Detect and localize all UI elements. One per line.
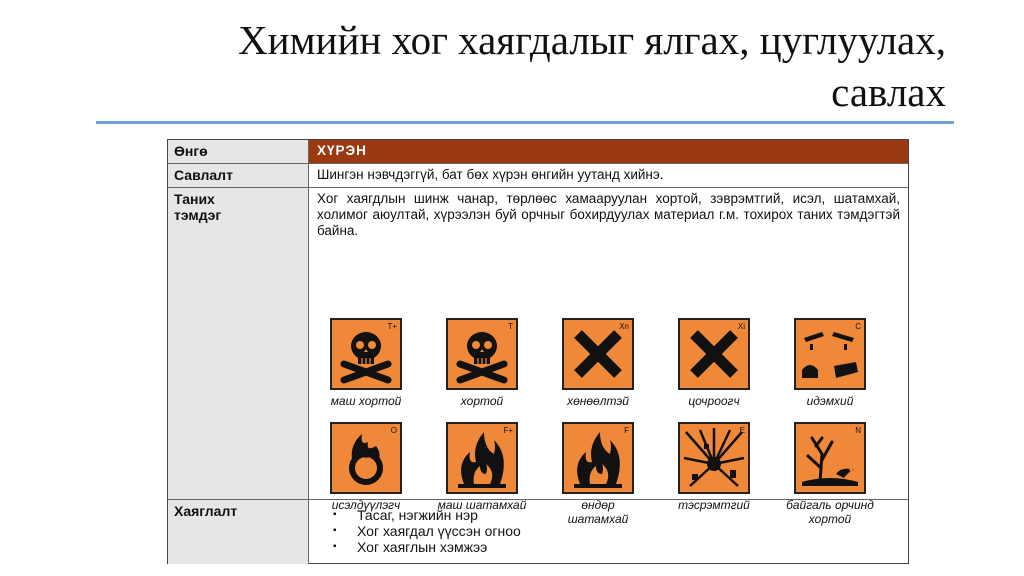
hazard-caption: маш шатамхай xyxy=(437,498,527,512)
hazard-sign xyxy=(434,318,530,408)
packaging-text: Шингэн нэвчдэггүй, бат бөх хүрэн өнгийн уутанд хийнэ. xyxy=(317,167,664,182)
hazard-code: T xyxy=(508,322,513,331)
hazard-caption: байгаль орчинд хортой xyxy=(786,498,874,526)
table-row-labeling xyxy=(168,500,908,564)
hazard-sign-box xyxy=(446,422,518,494)
hazard-caption: идэмхий xyxy=(806,394,854,408)
hazard-sign-box xyxy=(330,318,402,390)
marks-text: Хог хаягдлын шинж чанар, төрлөөс хамааруулан хортой, зэврэмтгий, исэл, шатамхай, холимог аюултай, хүрээлэн буй орчныг бохирдуулах материал г.м. тохирох таних тэмдэгтэй байна. xyxy=(317,191,900,238)
hazard-sign-box xyxy=(330,422,402,494)
labeling-list xyxy=(357,507,900,555)
hazard-caption: исэлдүүлэгч xyxy=(331,498,401,512)
hazard-code: C xyxy=(855,322,861,331)
hazard-sign-box xyxy=(446,318,518,390)
hazard-sign-box xyxy=(794,318,866,390)
labeling-item: ▪ Хог хаягдал үүссэн огноо xyxy=(357,523,900,539)
hazard-caption: хортой xyxy=(460,394,504,408)
hazard-sign xyxy=(550,318,646,408)
slide-title xyxy=(238,14,946,118)
hazard-caption: маш хортой xyxy=(330,394,402,408)
hazard-sign xyxy=(666,318,762,408)
hazard-caption: өндөр шатамхай xyxy=(567,498,629,526)
hazard-code: O xyxy=(390,426,397,435)
hazard-sign xyxy=(318,318,414,408)
table-row-color xyxy=(168,140,908,164)
hazard-sign xyxy=(666,422,762,512)
hazard-sign xyxy=(782,318,878,408)
hazard-sign xyxy=(318,422,414,512)
hazard-caption: тэсрэмтгий xyxy=(678,498,750,512)
hazard-sign xyxy=(434,422,530,512)
marks-label xyxy=(168,188,309,499)
hazard-sign-box xyxy=(678,422,750,494)
hazard-sign-box xyxy=(794,422,866,494)
hazard-sign-box xyxy=(678,318,750,390)
hazard-code: F+ xyxy=(503,426,513,435)
hazard-code: Xi xyxy=(737,322,745,331)
color-value: ХҮРЭН xyxy=(309,140,908,163)
marks-label-line-2: тэмдэг xyxy=(174,207,222,223)
title-divider xyxy=(96,121,954,124)
hazard-sign-box xyxy=(562,318,634,390)
labeling-item: ▪ Хог хаяглын хэмжээ xyxy=(357,539,900,555)
slide-title-line-2: савлах xyxy=(831,69,946,115)
waste-info-table xyxy=(167,139,909,564)
hazard-code: N xyxy=(855,426,861,435)
hazard-code: E xyxy=(739,426,745,435)
hazard-code: Xn xyxy=(619,322,629,331)
hazard-code: F xyxy=(624,426,629,435)
labeling-label: Хаяглалт xyxy=(168,500,309,564)
packaging-label: Савлалт xyxy=(168,164,309,187)
color-label: Өнгө xyxy=(168,140,309,163)
hazard-caption: цочроогч xyxy=(688,394,740,408)
hazard-caption: хөнөөлтэй xyxy=(567,394,629,408)
slide-title-line-1: Химийн хог хаягдалыг ялгах, цуглуулах, xyxy=(238,17,946,63)
labeling-item: ▪ Тасаг, нэгжийн нэр xyxy=(357,507,900,523)
marks-label-line-1: Таних xyxy=(174,191,215,207)
table-row-packaging xyxy=(168,164,908,188)
labeling-cell xyxy=(309,500,908,564)
hazard-code: T+ xyxy=(387,322,397,331)
hazard-sign-box xyxy=(562,422,634,494)
